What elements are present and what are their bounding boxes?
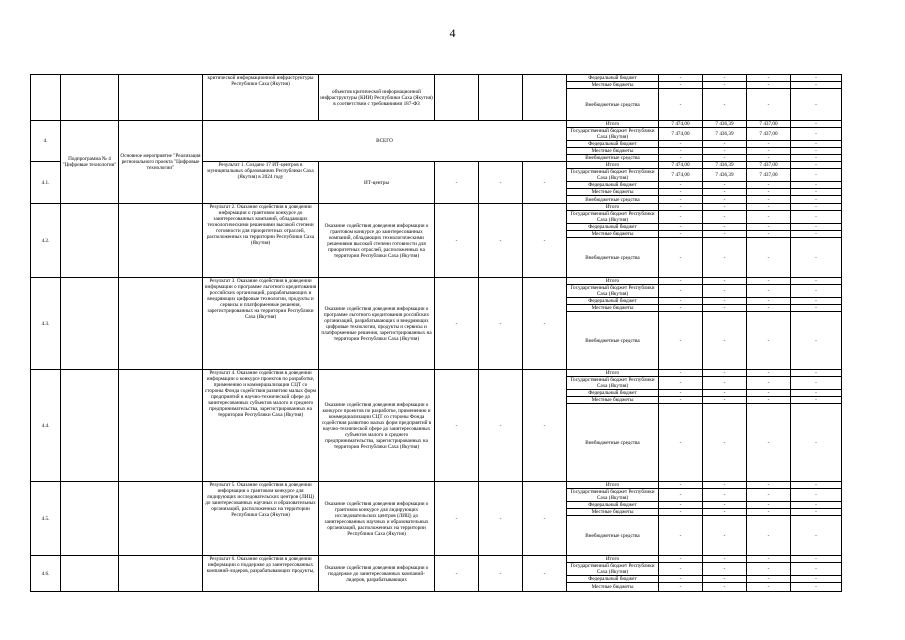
funding-value-cell: - <box>791 404 842 482</box>
funding-value-cell: - <box>747 204 791 211</box>
funding-value-cell: 7 474,00 <box>659 162 703 169</box>
funding-value-cell: - <box>747 576 791 583</box>
funding-value-cell: - <box>747 224 791 231</box>
funding-source-cell: Местные бюджеты <box>567 305 659 312</box>
funding-value-cell: - <box>791 285 842 298</box>
program-cell <box>61 75 119 121</box>
funding-value-cell: - <box>703 75 747 82</box>
row-number-cell: 4.1. <box>31 162 61 204</box>
funding-value-cell: - <box>747 583 791 592</box>
result-cell: Результат 4. Оказание содействия в доведении информации о конкурсе проектов по разработке, применению и коммерциализации СЦТ со стороны Фонда содействия развитию малых форм предприятий в научно-технической сфере до заинтересованных субъектов малого и среднего предпринимательства, зарегистрированных на территории Республики Саха (Якутия) <box>203 370 319 482</box>
funding-value-cell: - <box>703 141 747 148</box>
row-number-cell: 4.6. <box>31 556 61 592</box>
funding-value-cell: - <box>659 238 703 278</box>
funding-value-cell: - <box>791 189 842 196</box>
value-cell: - <box>523 162 567 204</box>
funding-value-cell: - <box>791 397 842 404</box>
funding-source-cell: Федеральный бюджет <box>567 576 659 583</box>
funding-value-cell: - <box>791 502 842 509</box>
funding-source-cell: Государственный бюджет Республики Саха (Якутия) <box>567 211 659 224</box>
object-cell: Оказание содействия доведения информации о грантовом конкурсе до заинтересованных компаний, обладающих технологическими решениями высокой степени готовности для приоритетных отраслей, расположенных на территории Республики Саха (Якутия) <box>319 204 435 278</box>
funding-value-cell: - <box>791 128 842 141</box>
funding-source-cell: Государственный бюджет Республики Саха (Якутия) <box>567 489 659 502</box>
event-cell <box>119 204 203 278</box>
event-cell <box>119 278 203 370</box>
funding-value-cell: - <box>703 377 747 390</box>
funding-value-cell: 7 474,00 <box>659 121 703 128</box>
event-cell <box>119 482 203 556</box>
funding-value-cell: - <box>791 377 842 390</box>
funding-value-cell: - <box>747 238 791 278</box>
funding-value-cell: - <box>791 204 842 211</box>
funding-value-cell: 7 437,00 <box>747 162 791 169</box>
funding-value-cell: - <box>747 516 791 556</box>
funding-value-cell: - <box>659 189 703 196</box>
funding-value-cell: - <box>747 182 791 189</box>
funding-value-cell: - <box>703 563 747 576</box>
funding-value-cell: 7 437,00 <box>747 169 791 182</box>
object-cell: объектов критической информационной инфраструктуры (КИИ) Республики Саха (Якутия) в соответствии с требованиями 187-ФЗ <box>319 75 435 121</box>
funding-source-cell: Итого <box>567 482 659 489</box>
funding-value-cell: - <box>659 509 703 516</box>
funding-value-cell: - <box>791 482 842 489</box>
funding-value-cell: - <box>791 141 842 148</box>
funding-value-cell: - <box>659 482 703 489</box>
row-number-cell: 4.2. <box>31 204 61 278</box>
result-cell: Результат 1. Создано 17 ИТ-центров в муниципальных образованиях Республики Саха (Якутия) в 2024 году <box>203 162 319 204</box>
funding-value-cell: - <box>791 509 842 516</box>
program-cell <box>61 204 119 278</box>
funding-value-cell: - <box>791 238 842 278</box>
funding-value-cell: - <box>703 182 747 189</box>
funding-value-cell: - <box>703 502 747 509</box>
funding-source-cell: Итого <box>567 204 659 211</box>
funding-value-cell: - <box>791 576 842 583</box>
funding-value-cell: - <box>659 182 703 189</box>
row-number-cell: 4.4. <box>31 370 61 482</box>
program-funding-table <box>30 74 842 592</box>
row-number-cell <box>31 75 61 121</box>
funding-value-cell: - <box>703 196 747 204</box>
funding-value-cell: - <box>703 148 747 155</box>
value-cell: - <box>479 556 523 592</box>
funding-value-cell: - <box>747 196 791 204</box>
value-cell: - <box>479 162 523 204</box>
funding-value-cell: - <box>659 312 703 370</box>
program-cell <box>61 556 119 592</box>
funding-source-cell: Внебюджетные средства <box>567 238 659 278</box>
funding-value-cell: - <box>659 576 703 583</box>
funding-value-cell: - <box>659 397 703 404</box>
funding-value-cell: 7 436,39 <box>703 169 747 182</box>
funding-value-cell: 7 436,39 <box>703 128 747 141</box>
funding-source-cell: Итого <box>567 162 659 169</box>
funding-source-cell: Внебюджетные средства <box>567 196 659 204</box>
funding-value-cell: - <box>791 370 842 377</box>
funding-value-cell: - <box>747 155 791 162</box>
funding-value-cell: - <box>703 576 747 583</box>
result-cell: критической информационной инфраструктуры Республики Саха (Якутия) <box>203 75 319 121</box>
funding-value-cell: - <box>659 502 703 509</box>
funding-value-cell: - <box>747 278 791 285</box>
funding-value-cell: - <box>791 583 842 592</box>
funding-value-cell: - <box>791 224 842 231</box>
funding-value-cell: - <box>703 482 747 489</box>
funding-value-cell: - <box>659 298 703 305</box>
funding-value-cell: - <box>703 211 747 224</box>
funding-value-cell: - <box>747 298 791 305</box>
value-cell: - <box>523 482 567 556</box>
funding-value-cell: - <box>659 89 703 121</box>
funding-value-cell: - <box>747 390 791 397</box>
funding-value-cell: - <box>659 285 703 298</box>
funding-value-cell: - <box>659 370 703 377</box>
value-cell: - <box>435 370 479 482</box>
funding-source-cell: Внебюджетные средства <box>567 155 659 162</box>
funding-source-cell: Государственный бюджет Республики Саха (Якутия) <box>567 169 659 182</box>
program-cell <box>61 482 119 556</box>
funding-value-cell: - <box>659 377 703 390</box>
funding-source-cell: Местные бюджеты <box>567 148 659 155</box>
funding-value-cell: - <box>747 482 791 489</box>
funding-source-cell: Федеральный бюджет <box>567 141 659 148</box>
result-cell: Результат 6. Оказание содействия в доведении информации о поддержке до заинтересованных компаний-лидеров, разрабатывающих продукты, <box>203 556 319 592</box>
funding-value-cell: - <box>659 305 703 312</box>
funding-source-cell: Федеральный бюджет <box>567 502 659 509</box>
funding-value-cell: - <box>791 489 842 502</box>
funding-value-cell: - <box>703 155 747 162</box>
event-cell: Основное мероприятие "Реализация регионального проекта "Цифровые технологии" <box>119 121 203 204</box>
funding-value-cell: - <box>659 404 703 482</box>
funding-value-cell: - <box>703 224 747 231</box>
value-cell: - <box>523 278 567 370</box>
page-number: 4 <box>449 26 456 40</box>
value-cell <box>435 75 479 121</box>
funding-source-cell: Местные бюджеты <box>567 397 659 404</box>
funding-value-cell: - <box>703 509 747 516</box>
table-row <box>31 482 842 489</box>
funding-source-cell: Итого <box>567 556 659 563</box>
table-row <box>31 75 842 82</box>
value-cell: - <box>435 162 479 204</box>
funding-value-cell: - <box>659 563 703 576</box>
funding-value-cell: - <box>791 162 842 169</box>
funding-value-cell: - <box>703 238 747 278</box>
funding-value-cell: - <box>747 89 791 121</box>
funding-value-cell: 7 474,00 <box>659 169 703 182</box>
funding-value-cell: - <box>703 278 747 285</box>
funding-value-cell: - <box>791 278 842 285</box>
funding-value-cell: - <box>747 231 791 238</box>
value-cell: - <box>479 370 523 482</box>
value-cell: - <box>435 482 479 556</box>
value-cell <box>479 75 523 121</box>
funding-value-cell: 7 436,39 <box>703 162 747 169</box>
funding-value-cell: - <box>703 404 747 482</box>
funding-value-cell: - <box>659 196 703 204</box>
funding-value-cell: - <box>747 189 791 196</box>
value-cell <box>523 75 567 121</box>
funding-value-cell: 7 474,00 <box>659 128 703 141</box>
funding-value-cell: - <box>703 231 747 238</box>
funding-source-cell: Внебюджетные средства <box>567 516 659 556</box>
funding-value-cell: - <box>791 312 842 370</box>
funding-value-cell: - <box>703 556 747 563</box>
funding-value-cell: - <box>791 516 842 556</box>
funding-value-cell: - <box>791 82 842 89</box>
funding-value-cell: - <box>791 211 842 224</box>
funding-value-cell: - <box>703 89 747 121</box>
funding-source-cell: Местные бюджеты <box>567 583 659 592</box>
program-cell: Подпрограмма № 4 "Цифровые технологии" <box>61 121 119 204</box>
funding-source-cell: Внебюджетные средства <box>567 312 659 370</box>
funding-source-cell: Местные бюджеты <box>567 509 659 516</box>
table-body <box>31 75 842 592</box>
funding-value-cell: - <box>703 204 747 211</box>
funding-value-cell: - <box>791 169 842 182</box>
funding-value-cell: - <box>703 516 747 556</box>
funding-value-cell: - <box>791 563 842 576</box>
funding-value-cell: - <box>703 583 747 592</box>
funding-value-cell: - <box>659 583 703 592</box>
program-cell <box>61 278 119 370</box>
object-cell: ИТ-центры <box>319 162 435 204</box>
funding-value-cell: - <box>659 211 703 224</box>
funding-value-cell: - <box>747 305 791 312</box>
funding-value-cell: - <box>703 397 747 404</box>
funding-value-cell: - <box>747 397 791 404</box>
value-cell: - <box>523 204 567 278</box>
table-row <box>31 121 842 128</box>
funding-value-cell: - <box>791 390 842 397</box>
funding-value-cell: - <box>747 563 791 576</box>
funding-value-cell: - <box>791 121 842 128</box>
table-row <box>31 278 842 285</box>
funding-value-cell: - <box>747 211 791 224</box>
funding-value-cell: 7 437,00 <box>747 121 791 128</box>
result-cell: Результат 2. Оказание содействия в доведении информации о грантовом конкурсе до заинтересованных компаний, обладающих технологическими решениями высокой степени готовности для приоритетных отраслей, расположенных на территории Республики Саха (Якутия) <box>203 204 319 278</box>
funding-source-cell: Государственный бюджет Республики Саха (Якутия) <box>567 285 659 298</box>
event-cell <box>119 556 203 592</box>
row-number-cell: 4.5. <box>31 482 61 556</box>
funding-value-cell: - <box>791 148 842 155</box>
event-cell <box>119 370 203 482</box>
funding-value-cell: - <box>791 75 842 82</box>
funding-value-cell: - <box>791 231 842 238</box>
funding-value-cell: - <box>747 148 791 155</box>
funding-value-cell: - <box>703 390 747 397</box>
funding-source-cell: Местные бюджеты <box>567 82 659 89</box>
result-cell: Результат 5. Оказание содействия в доведении информации о грантовом конкурсе для лидирующих исследовательских центров (ЛИЦ) до заинтересованных научных и образовательных организаций, расположенных на территории Республики Саха (Якутия) <box>203 482 319 556</box>
row-number-cell: 4.3. <box>31 278 61 370</box>
value-cell: - <box>435 278 479 370</box>
object-cell: Оказание содействия доведения информации о программе льготного кредитования российских организаций, разрабатывающих и внедряющих цифровые технологии, продукты и сервисы и платформенные решения, зарегистрированных на территории Республики Саха (Якутия) <box>319 278 435 370</box>
funding-value-cell: - <box>659 204 703 211</box>
value-cell: - <box>523 556 567 592</box>
funding-value-cell: - <box>791 298 842 305</box>
funding-source-cell: Федеральный бюджет <box>567 182 659 189</box>
funding-value-cell: - <box>791 196 842 204</box>
table-row <box>31 556 842 563</box>
funding-value-cell: - <box>791 155 842 162</box>
funding-value-cell: - <box>747 82 791 89</box>
object-cell: Оказание содействия доведения информации о поддержке до заинтересованных компаний-лидеров, разрабатывающих <box>319 556 435 592</box>
funding-value-cell: - <box>703 285 747 298</box>
funding-value-cell: - <box>747 404 791 482</box>
funding-source-cell: Итого <box>567 121 659 128</box>
funding-value-cell: - <box>659 148 703 155</box>
funding-value-cell: - <box>747 489 791 502</box>
total-label-cell: ВСЕГО <box>203 121 567 162</box>
funding-value-cell: - <box>747 377 791 390</box>
funding-source-cell: Итого <box>567 278 659 285</box>
funding-source-cell: Государственный бюджет Республики Саха (Якутия) <box>567 563 659 576</box>
funding-value-cell: - <box>659 141 703 148</box>
funding-value-cell: - <box>791 89 842 121</box>
funding-value-cell: 7 437,00 <box>747 128 791 141</box>
funding-source-cell: Итого <box>567 370 659 377</box>
row-number-cell: 4. <box>31 121 61 162</box>
funding-value-cell: - <box>747 556 791 563</box>
value-cell: - <box>479 482 523 556</box>
funding-source-cell: Федеральный бюджет <box>567 298 659 305</box>
funding-value-cell: - <box>659 75 703 82</box>
value-cell: - <box>435 204 479 278</box>
funding-value-cell: - <box>703 189 747 196</box>
funding-value-cell: - <box>659 224 703 231</box>
funding-source-cell: Местные бюджеты <box>567 231 659 238</box>
funding-source-cell: Федеральный бюджет <box>567 390 659 397</box>
funding-source-cell: Внебюджетные средства <box>567 89 659 121</box>
value-cell: - <box>523 370 567 482</box>
funding-source-cell: Местные бюджеты <box>567 189 659 196</box>
funding-value-cell: - <box>791 556 842 563</box>
funding-value-cell: - <box>659 231 703 238</box>
funding-source-cell: Государственный бюджет Республики Саха (Якутия) <box>567 377 659 390</box>
funding-source-cell: Федеральный бюджет <box>567 75 659 82</box>
object-cell: Оказание содействия доведения информации о конкурсе проектов по разработке, применению и коммерциализации СЦТ со стороны Фонда содействия развитию малых форм предприятий в научно-технической сфере до заинтересованных субъектов малого и среднего предпринимательства, зарегистрированных на территории Республики Саха (Якутия) <box>319 370 435 482</box>
funding-source-cell: Внебюджетные средства <box>567 404 659 482</box>
value-cell: - <box>479 278 523 370</box>
funding-value-cell: - <box>703 305 747 312</box>
funding-source-cell: Федеральный бюджет <box>567 224 659 231</box>
funding-value-cell: - <box>703 298 747 305</box>
program-cell <box>61 370 119 482</box>
funding-value-cell: - <box>659 516 703 556</box>
funding-value-cell: 7 436,39 <box>703 121 747 128</box>
funding-value-cell: - <box>703 370 747 377</box>
funding-value-cell: - <box>659 278 703 285</box>
funding-value-cell: - <box>747 285 791 298</box>
object-cell: Оказание содействия доведения информации о грантовом конкурсе для лидирующих исследовательских центров (ЛИЦ) до заинтересованных научных и образовательных организаций, расположенных на территории Республики Саха (Якутия) <box>319 482 435 556</box>
funding-value-cell: - <box>659 82 703 89</box>
funding-value-cell: - <box>747 502 791 509</box>
funding-value-cell: - <box>747 370 791 377</box>
table-row <box>31 370 842 377</box>
funding-value-cell: - <box>747 75 791 82</box>
funding-value-cell: - <box>791 305 842 312</box>
funding-value-cell: - <box>747 141 791 148</box>
event-cell <box>119 75 203 121</box>
funding-value-cell: - <box>747 509 791 516</box>
funding-value-cell: - <box>747 312 791 370</box>
funding-value-cell: - <box>703 489 747 502</box>
funding-value-cell: - <box>659 489 703 502</box>
funding-source-cell: Государственный бюджет Республики Саха (Якутия) <box>567 128 659 141</box>
value-cell: - <box>435 556 479 592</box>
table-row <box>31 204 842 211</box>
result-cell: Результат 3. Оказание содействия в доведении информации о программе льготного кредитования российских организаций, разрабатывающих и внедряющих цифровые технологии, продукты и сервисы и платформенные решения, зарегистрированных на территории Республики Саха (Якутия) <box>203 278 319 370</box>
funding-value-cell: - <box>703 82 747 89</box>
funding-value-cell: - <box>791 182 842 189</box>
funding-value-cell: - <box>659 556 703 563</box>
funding-value-cell: - <box>703 312 747 370</box>
funding-value-cell: - <box>659 155 703 162</box>
funding-value-cell: - <box>659 390 703 397</box>
value-cell: - <box>479 204 523 278</box>
